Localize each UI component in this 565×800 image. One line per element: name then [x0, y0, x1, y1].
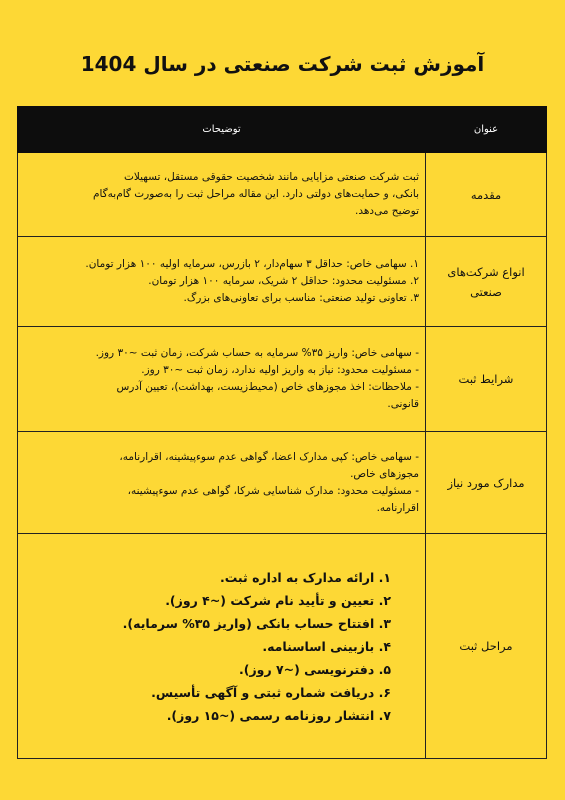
- row-title-line: صنعتی: [470, 284, 502, 299]
- description-line: ۳. تعاونی تولید صنعتی: مناسب برای تعاونی‌های بزرگ.: [183, 292, 419, 304]
- description-line: ثبت شرکت صنعتی مزایایی مانند شخصیت حقوقی مستقل، تسهیلات: [123, 171, 419, 183]
- table-header-row: [18, 107, 547, 153]
- description-line: - سهامی خاص: واریز ۳۵% سرمایه به حساب شرکت، زمان ثبت ~۳۰ روز.: [95, 347, 419, 359]
- row-title-line: مقدمه: [470, 187, 502, 202]
- table-row: [18, 237, 547, 327]
- row-title-company-types: [426, 237, 547, 327]
- description-line: - مسئولیت محدود: نیاز به واریز اولیه ندارد، زمان ثبت ~۳۰ روز.: [141, 364, 419, 376]
- row-description-company-types: [18, 237, 426, 327]
- table-row: [18, 327, 547, 432]
- table-row: [18, 153, 547, 237]
- row-description-documents: [18, 432, 426, 534]
- step-line: ۷. انتشار روزنامه رسمی (~۱۵ روز).: [166, 707, 391, 723]
- step-line: ۶. دریافت شماره ثبتی و آگهی تأسیس.: [151, 684, 391, 700]
- description-line: قانونی.: [387, 398, 419, 410]
- table-row: [18, 534, 547, 759]
- step-line: ۴. بازبینی اساسنامه.: [262, 638, 391, 654]
- step-line: ۱. ارائه مدارک به اداره ثبت.: [219, 569, 391, 585]
- description-line: ۲. مسئولیت محدود: حداقل ۲ شریک، سرمایه ۱۰۰ هزار تومان.: [148, 275, 419, 287]
- description-line: ۱. سهامی خاص: حداقل ۳ سهام‌دار، ۲ بازرس، سرمایه اولیه ۱۰۰ هزار تومان.: [85, 258, 419, 270]
- step-line: ۲. تعیین و تأیید نام شرکت (~۴ روز).: [165, 592, 391, 608]
- row-title-conditions: [426, 327, 547, 432]
- header-title-column: عنوان: [426, 107, 547, 153]
- description-line: - ملاحظات: اخذ مجوزهای خاص (محیط‌زیست، بهداشت)، تعیین آدرس: [116, 381, 419, 393]
- description-line: اقرارنامه.: [376, 501, 419, 514]
- row-title-line: شرایط ثبت: [458, 372, 514, 386]
- row-description-steps: [18, 534, 426, 759]
- row-title-line: مدارک مورد نیاز: [447, 475, 525, 490]
- row-title-documents: [426, 432, 547, 534]
- row-description-conditions: [18, 327, 426, 432]
- registration-table: [17, 106, 547, 759]
- header-description-column: توضیحات: [18, 107, 426, 153]
- description-line: توضیح می‌دهد.: [355, 205, 419, 217]
- description-line: بانکی، و حمایت‌های دولتی دارد. این مقاله مراحل ثبت را به‌صورت گام‌به‌گام: [92, 188, 419, 200]
- row-description-intro: [18, 153, 426, 237]
- row-title-intro: [426, 153, 547, 237]
- description-line: - مسئولیت محدود: مدارک شناسایی شرکا، گواهی عدم سوءپیشینه،: [127, 484, 419, 497]
- row-title-steps: [426, 534, 547, 759]
- row-title-line: انواع شرکت‌های: [447, 264, 525, 279]
- description-line: مجوزهای خاص.: [350, 467, 419, 480]
- step-line: ۵. دفترنویسی (~۷ روز).: [239, 661, 391, 677]
- page-title: آموزش ثبت شرکت صنعتی در سال 1404: [80, 52, 485, 76]
- description-line: - سهامی خاص: کپی مدارک اعضا، گواهی عدم سوءپیشینه، اقرارنامه،: [119, 450, 419, 463]
- table-row: [18, 432, 547, 534]
- step-line: ۳. افتتاح حساب بانکی (واریز ۳۵% سرمایه).: [122, 615, 391, 631]
- row-title-line: مراحل ثبت: [459, 639, 513, 653]
